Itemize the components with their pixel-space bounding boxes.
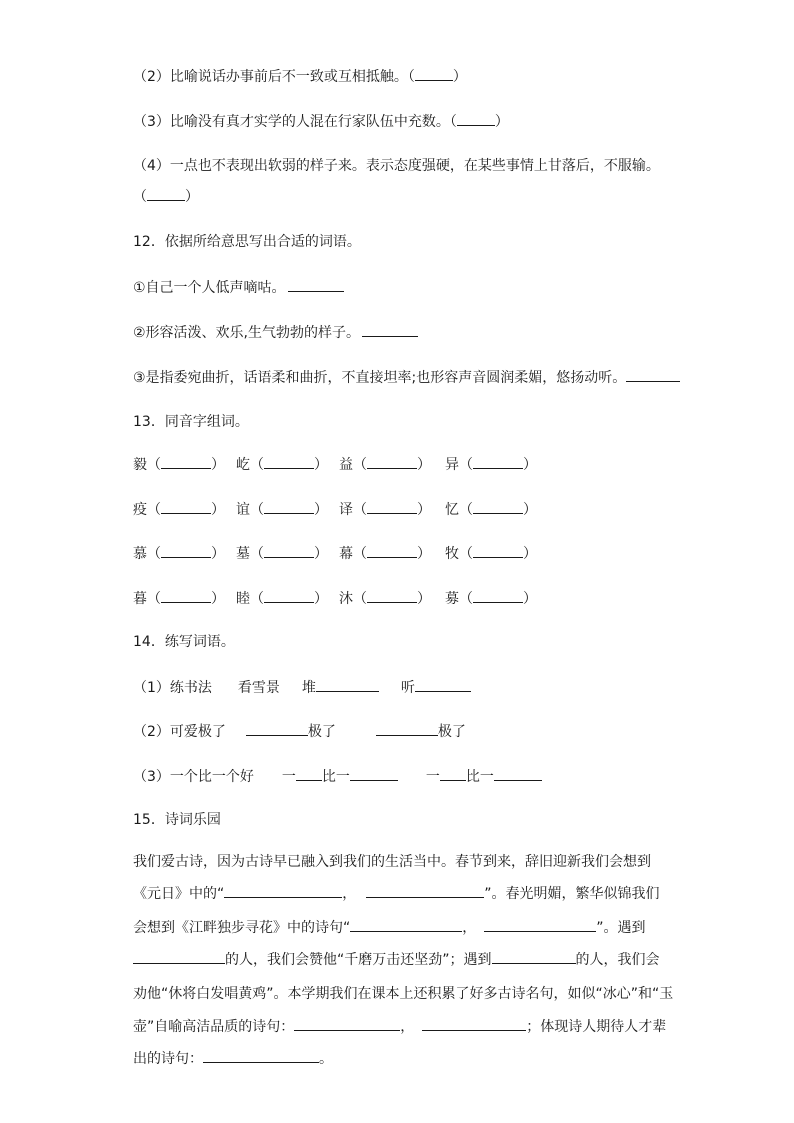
- close-paren: ）: [185, 189, 199, 205]
- answer-blank[interactable]: [626, 367, 680, 382]
- q14-line-3-yi: 一: [425, 769, 440, 785]
- char: 忆: [445, 502, 459, 518]
- q14-line-2-suffix: 极了: [307, 724, 336, 740]
- homophone-cell: [236, 499, 328, 520]
- answer-blank[interactable]: [367, 543, 417, 558]
- answer-blank[interactable]: [473, 454, 523, 469]
- answer-blank[interactable]: [161, 588, 211, 603]
- q12-title: 12．依据所给意思写出合适的词语。: [133, 234, 361, 250]
- q14-line-2: [133, 721, 466, 742]
- answer-blank[interactable]: [161, 543, 211, 558]
- homophone-cell: [339, 588, 431, 609]
- q14-line-1-prefix-b: 堆: [301, 680, 316, 696]
- answer-blank[interactable]: [376, 721, 438, 736]
- q15-line-1: [133, 846, 673, 878]
- q14-line-3-label: （3）一个比一个好: [133, 769, 254, 785]
- answer-blank[interactable]: [296, 766, 322, 781]
- open-paren: （: [353, 591, 367, 607]
- q14-line-2-label: （2）可爱极了: [133, 724, 226, 740]
- q15-text: 出的诗句：: [133, 1051, 203, 1067]
- homophone-cell: [133, 454, 225, 475]
- q14-title: 14．练写词语。: [133, 634, 235, 650]
- q15-text: 会想到《江畔独步寻花》中的诗句“: [133, 920, 351, 936]
- char: 幕: [339, 546, 353, 562]
- close-paren: ）: [417, 457, 431, 473]
- answer-blank[interactable]: [484, 917, 596, 932]
- q15-line-7: [133, 1043, 673, 1075]
- homophone-cell: [133, 543, 225, 564]
- open-paren: （: [353, 457, 367, 473]
- q14-line-3-bi: 比一: [321, 769, 350, 785]
- answer-blank[interactable]: [362, 322, 418, 337]
- close-paren: ）: [314, 546, 328, 562]
- q14-line-1-example: 看雪景: [237, 680, 280, 696]
- q15-title: 15．诗词乐园: [133, 812, 221, 828]
- q15-text: 的人，我们会: [575, 952, 660, 968]
- char: 墓: [236, 546, 250, 562]
- answer-blank[interactable]: [264, 543, 314, 558]
- open-paren: （: [353, 502, 367, 518]
- q12-item-1: [133, 277, 344, 298]
- q15-text: ；体现诗人期待人才辈: [526, 1019, 667, 1035]
- q15-text: ，: [342, 886, 357, 902]
- homophone-cell: [445, 588, 537, 609]
- char: 牧: [445, 546, 459, 562]
- open-paren: （: [250, 591, 264, 607]
- q14-line-3-yi: 一: [281, 769, 296, 785]
- q12-item-2-text: ②形容活泼、欢乐,生气勃勃的样子。: [133, 325, 361, 341]
- char: 暮: [133, 591, 147, 607]
- close-paren: ）: [211, 591, 225, 607]
- answer-blank[interactable]: [440, 766, 466, 781]
- char: 慕: [133, 546, 147, 562]
- homophone-cell: [236, 543, 328, 564]
- q11-item-3-text: （3）比喻没有真才实学的人混在行家队伍中充数。（: [133, 114, 457, 130]
- close-paren: ）: [211, 546, 225, 562]
- close-paren: ）: [417, 591, 431, 607]
- close-paren: ）: [314, 591, 328, 607]
- homophone-cell: [445, 499, 537, 520]
- answer-blank[interactable]: [350, 917, 462, 932]
- homophone-cell: [133, 588, 225, 609]
- answer-blank[interactable]: [367, 454, 417, 469]
- close-paren: ）: [494, 114, 509, 130]
- char: 译: [339, 502, 353, 518]
- answer-blank[interactable]: [288, 277, 344, 292]
- close-paren: ）: [523, 502, 537, 518]
- q15-line-6: [133, 1011, 673, 1043]
- close-paren: ）: [314, 457, 328, 473]
- answer-blank[interactable]: [473, 499, 523, 514]
- q15-line-4: [133, 944, 673, 976]
- answer-blank[interactable]: [264, 588, 314, 603]
- open-paren: （: [459, 457, 473, 473]
- char: 睦: [236, 591, 250, 607]
- char: 屹: [236, 457, 250, 473]
- q15-text: 劝他“休将白发唱黄鸡”。本学期我们在课本上还积累了好多古诗名句，如似“冰心”和“玉: [133, 986, 674, 1002]
- open-paren: （: [459, 591, 473, 607]
- open-paren: （: [250, 546, 264, 562]
- q15-text: 的人，我们会赞他“千磨万击还坚劲”；遇到: [225, 952, 492, 968]
- answer-blank[interactable]: [367, 499, 417, 514]
- answer-blank[interactable]: [415, 66, 453, 81]
- q15-line-2: [133, 878, 673, 910]
- homophone-cell: [339, 499, 431, 520]
- answer-blank[interactable]: [147, 186, 185, 201]
- q14-line-1-prefix-c: 听: [400, 680, 415, 696]
- q14-line-2-suffix: 极了: [437, 724, 466, 740]
- q15-line-5: [133, 978, 673, 1010]
- answer-blank[interactable]: [367, 588, 417, 603]
- open-paren: （: [353, 546, 367, 562]
- open-paren: （: [459, 502, 473, 518]
- answer-blank[interactable]: [224, 883, 342, 898]
- answer-blank[interactable]: [494, 766, 542, 781]
- char: 益: [339, 457, 353, 473]
- char: 募: [445, 591, 459, 607]
- homophone-cell: [445, 543, 537, 564]
- answer-blank[interactable]: [415, 677, 471, 692]
- close-paren: ）: [523, 546, 537, 562]
- answer-blank[interactable]: [457, 111, 495, 126]
- answer-blank[interactable]: [473, 588, 523, 603]
- close-paren: ）: [211, 502, 225, 518]
- q11-item-4: [133, 156, 660, 176]
- answer-blank[interactable]: [492, 949, 576, 964]
- q12-item-2: [133, 322, 418, 343]
- q12-item-3-text: ③是指委宛曲折，话语柔和曲折，不直接坦率;也形容声音圆润柔媚，悠扬动听。: [133, 370, 627, 386]
- char: 谊: [236, 502, 250, 518]
- q15-text: ，: [400, 1019, 415, 1035]
- answer-blank[interactable]: [316, 677, 379, 692]
- q15-text: 我们爱古诗，因为古诗早已融入到我们的生活当中。春节到来，辞旧迎新我们会想到: [133, 854, 651, 870]
- q11-item-2-text: （2）比喻说话办事前后不一致或互相抵触。（: [133, 69, 415, 85]
- open-paren: （: [147, 502, 161, 518]
- q15-text: 。: [319, 1051, 333, 1067]
- q11-item-2: [133, 66, 467, 87]
- answer-blank[interactable]: [161, 499, 211, 514]
- q12-item-1-text: ①自己一个人低声嘀咕。: [133, 280, 286, 296]
- open-paren: （: [250, 457, 264, 473]
- answer-blank[interactable]: [350, 766, 398, 781]
- answer-blank[interactable]: [422, 1016, 526, 1031]
- q14-line-3: [133, 766, 542, 787]
- q15-text: 壶”自喻高洁品质的诗句：: [133, 1019, 295, 1035]
- homophone-cell: [445, 454, 537, 475]
- q12-item-3: [133, 367, 680, 388]
- char: 沐: [339, 591, 353, 607]
- answer-blank[interactable]: [294, 1016, 400, 1031]
- homophone-cell: [339, 543, 431, 564]
- open-paren: （: [133, 189, 147, 205]
- close-paren: ）: [211, 457, 225, 473]
- q14-line-1-label: （1）练书法: [133, 680, 212, 696]
- answer-blank[interactable]: [473, 543, 523, 558]
- answer-blank[interactable]: [246, 721, 308, 736]
- answer-blank[interactable]: [161, 454, 211, 469]
- homophone-cell: [236, 588, 328, 609]
- q14-line-3-bi: 比一: [465, 769, 494, 785]
- open-paren: （: [459, 546, 473, 562]
- close-paren: ）: [314, 502, 328, 518]
- close-paren: ）: [452, 69, 467, 85]
- open-paren: （: [147, 591, 161, 607]
- close-paren: ）: [417, 502, 431, 518]
- q15-text: ，: [462, 920, 477, 936]
- open-paren: （: [147, 546, 161, 562]
- q11-item-4-answer: [133, 186, 199, 207]
- homophone-cell: [236, 454, 328, 475]
- char: 毅: [133, 457, 147, 473]
- close-paren: ）: [417, 546, 431, 562]
- close-paren: ）: [523, 457, 537, 473]
- q15-text: ”。遇到: [596, 920, 646, 936]
- open-paren: （: [147, 457, 161, 473]
- homophone-cell: [133, 499, 225, 520]
- answer-blank[interactable]: [203, 1048, 319, 1063]
- answer-blank[interactable]: [366, 883, 484, 898]
- q14-line-1: [133, 677, 471, 698]
- homophone-cell: [339, 454, 431, 475]
- answer-blank[interactable]: [133, 949, 225, 964]
- char: 异: [445, 457, 459, 473]
- char: 疫: [133, 502, 147, 518]
- q15-text: 《元日》中的“: [133, 886, 225, 902]
- q11-item-3: [133, 111, 509, 132]
- q15-line-3: [133, 912, 673, 944]
- open-paren: （: [250, 502, 264, 518]
- q11-item-4-text: （4）一点也不表现出软弱的样子来。表示态度强硬，在某些事情上甘落后，不服输。: [133, 158, 660, 174]
- answer-blank[interactable]: [264, 499, 314, 514]
- answer-blank[interactable]: [264, 454, 314, 469]
- close-paren: ）: [523, 591, 537, 607]
- q15-text: ”。春光明媚，繁华似锦我们: [484, 886, 660, 902]
- q13-title: 13．同音字组词。: [133, 414, 249, 430]
